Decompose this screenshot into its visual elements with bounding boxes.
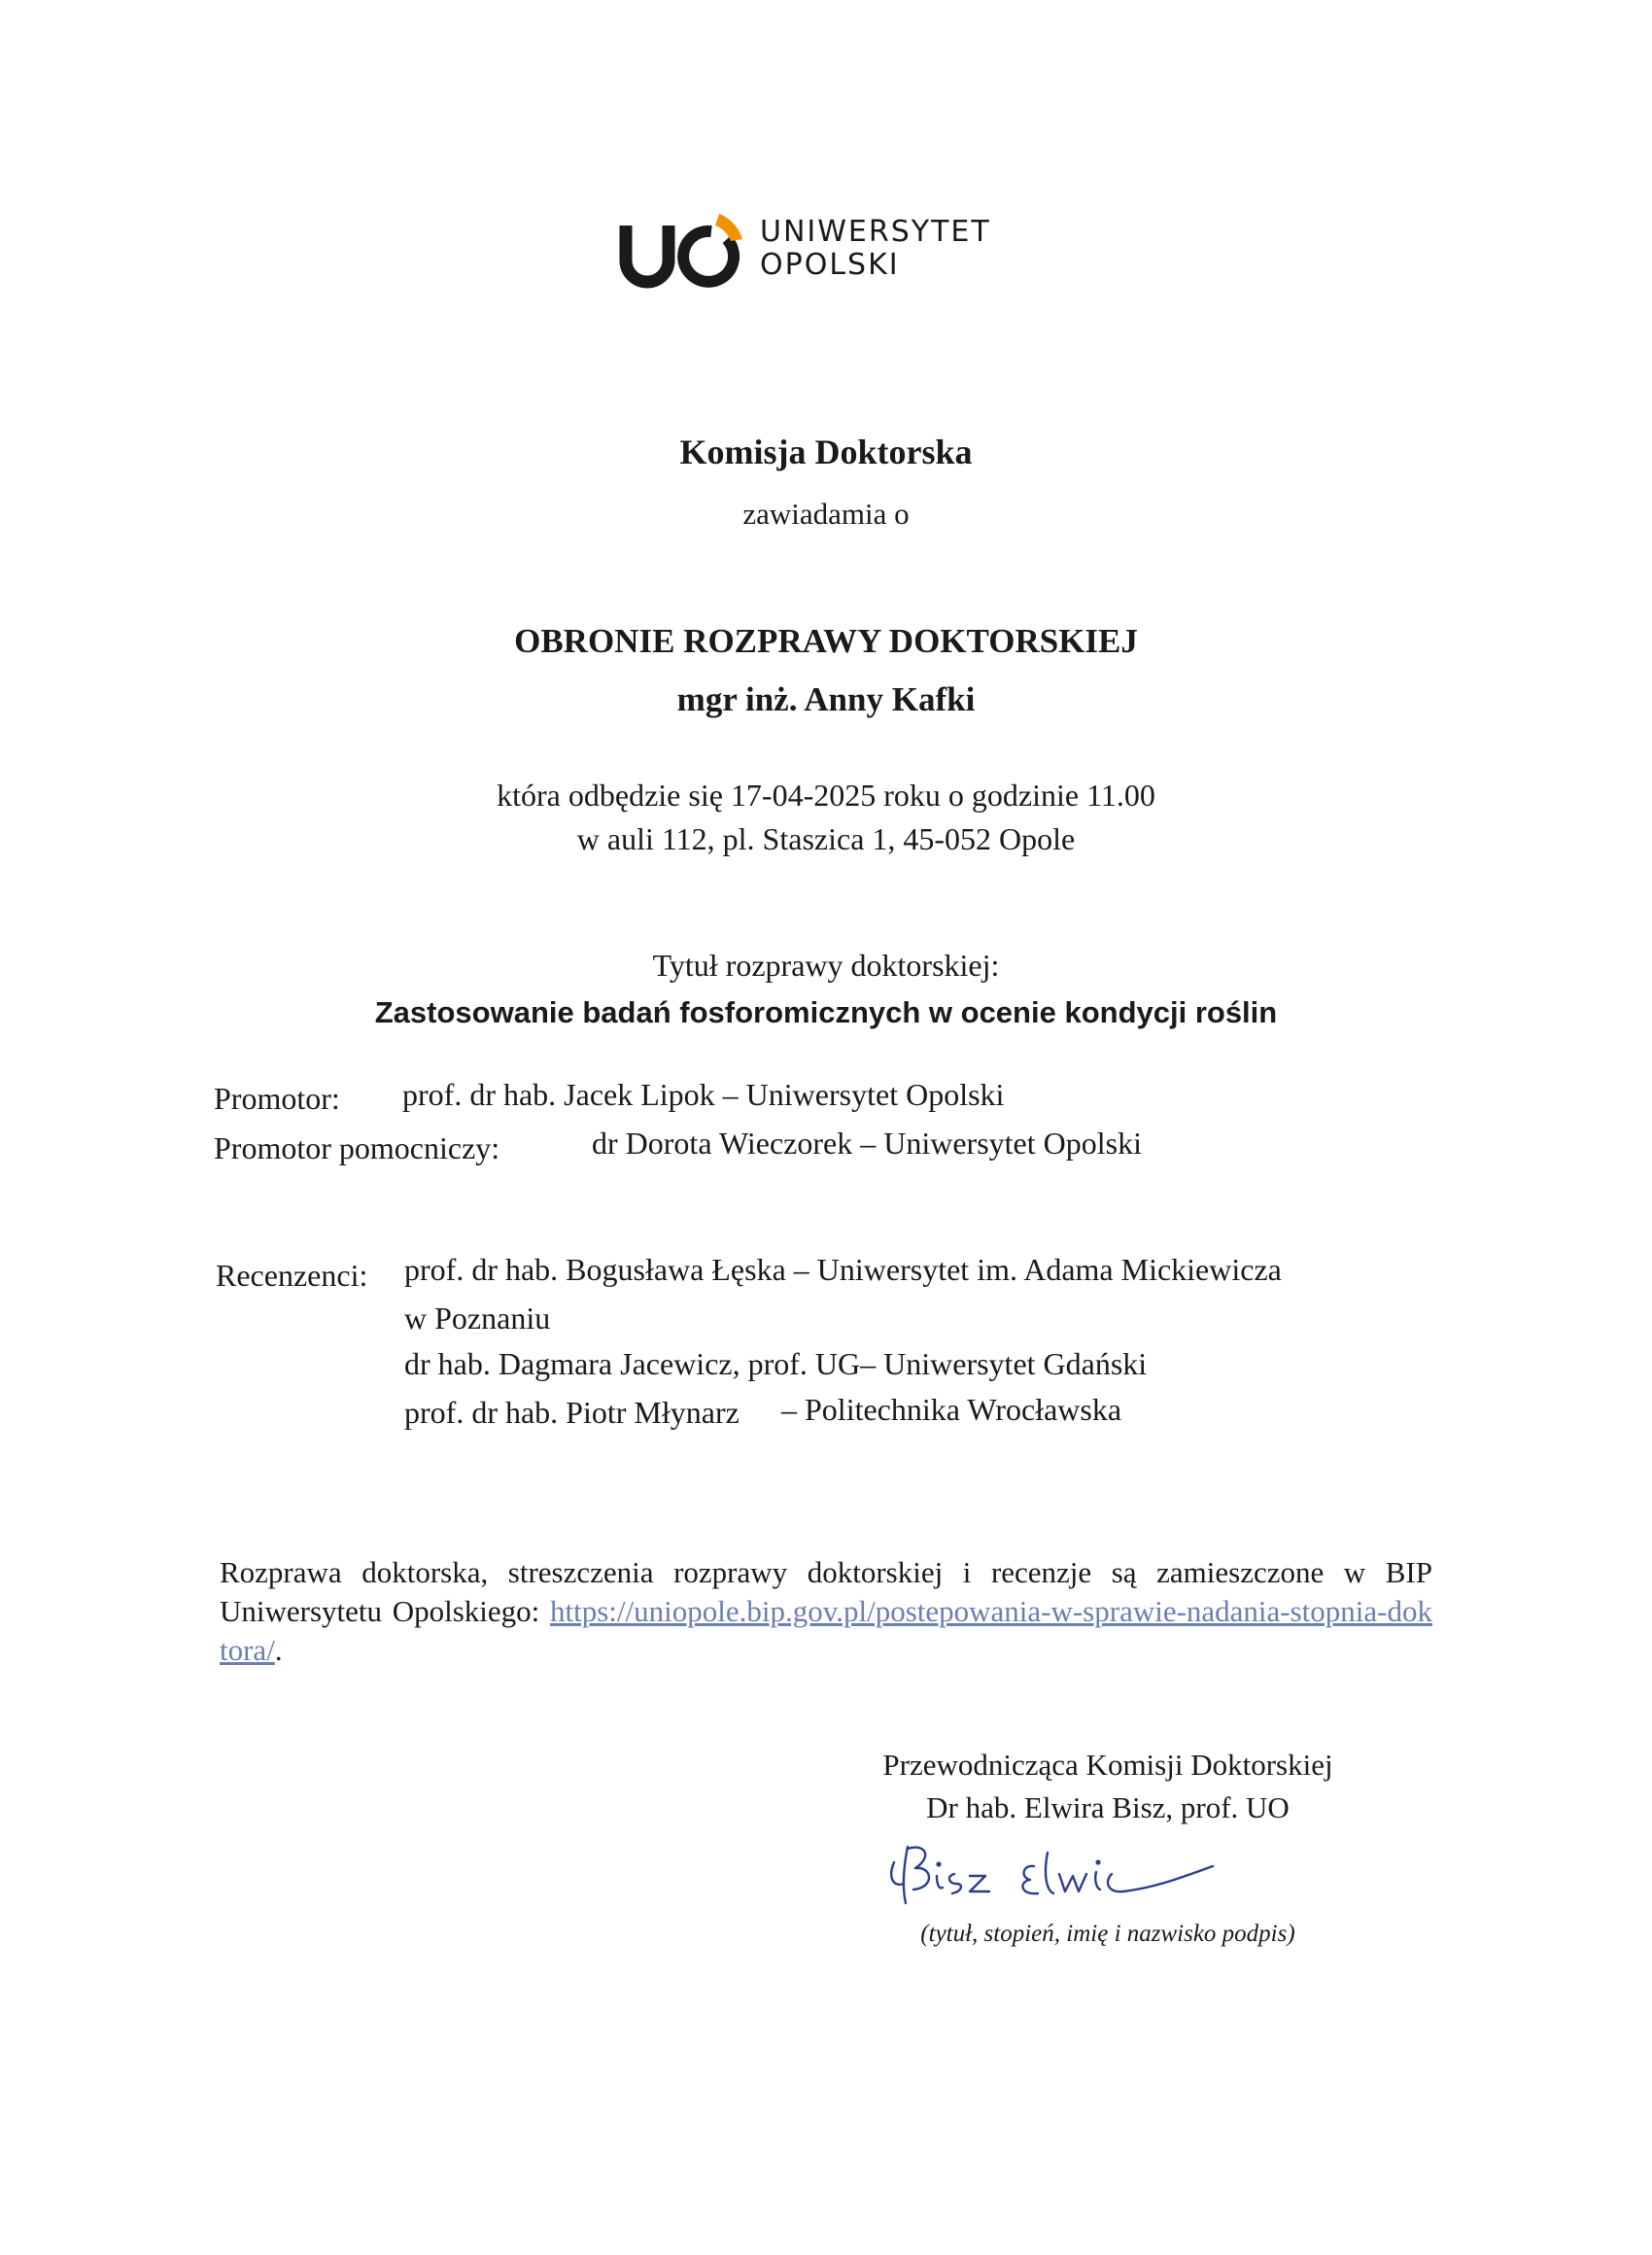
assistant-promotor-label: Promotor pomocniczy: — [214, 1130, 500, 1165]
reviewer-item: prof. dr hab. Bogusława Łęska – Uniwersytet im. Adama Mickiewicza — [404, 1252, 1282, 1287]
candidate-name: mgr inż. Anny Kafki — [676, 680, 976, 718]
reviewer-item: prof. dr hab. Piotr Młynarz — [404, 1395, 740, 1430]
defense-place: w auli 112, pl. Staszica 1, 45-052 Opole — [576, 821, 1076, 856]
bip-link[interactable]: https://uniopole.bip.gov.pl/postepowania-w-sprawie-nadania-stopnia-doktora/ — [220, 1594, 1432, 1667]
reviewer-item: w Poznaniu — [404, 1301, 551, 1336]
thesis-title: Zastosowanie badań fosforomicznych w ocenie kondycji roślin — [374, 995, 1278, 1029]
thesis-label: Tytuł rozprawy doktorskiej: — [652, 948, 1000, 983]
signature-caption: (tytuł, stopień, imię i nazwisko podpis) — [920, 1921, 1295, 1947]
committee-heading: Komisja Doktorska — [679, 433, 973, 471]
bip-paragraph — [220, 1553, 1432, 1670]
handwritten-signature — [875, 1827, 1224, 1915]
bip-text: Rozprawa doktorska, streszczenia rozprawy doktorskiej i recenzje są zamieszczone w BIP Uniwersytetu Opolskiego: — [220, 1555, 1432, 1628]
signature-name: Dr hab. Elwira Bisz, prof. UO — [926, 1790, 1290, 1824]
logo-wordmark — [760, 216, 991, 282]
promotor-name: prof. dr hab. Jacek Lipok – Uniwersytet Opolski — [402, 1077, 1005, 1112]
logo-line-1: UNIWERSYTET — [760, 215, 991, 249]
reviewer-item: dr hab. Dagmara Jacewicz, prof. UG– Uniwersytet Gdański — [404, 1346, 1148, 1381]
bip-end: . — [274, 1633, 283, 1667]
reviewers-label: Recenzenci: — [216, 1258, 368, 1293]
uo-logo-icon — [618, 204, 754, 292]
defense-date: która odbędzie się 17-04-2025 roku o godzinie 11.00 — [497, 778, 1155, 813]
signature-role: Przewodnicząca Komisji Doktorskiej — [882, 1748, 1333, 1782]
defense-title: OBRONIE ROZPRAWY DOKTORSKIEJ — [514, 622, 1138, 660]
university-logo — [618, 204, 1046, 292]
reviewer-affiliation: – Politechnika Wrocławska — [781, 1392, 1122, 1427]
promotor-label: Promotor: — [214, 1081, 340, 1116]
announces-text: zawiadamia o — [742, 497, 910, 531]
assistant-promotor-name: dr Dorota Wieczorek – Uniwersytet Opolski — [592, 1126, 1142, 1161]
logo-line-2: OPOLSKI — [760, 248, 900, 282]
